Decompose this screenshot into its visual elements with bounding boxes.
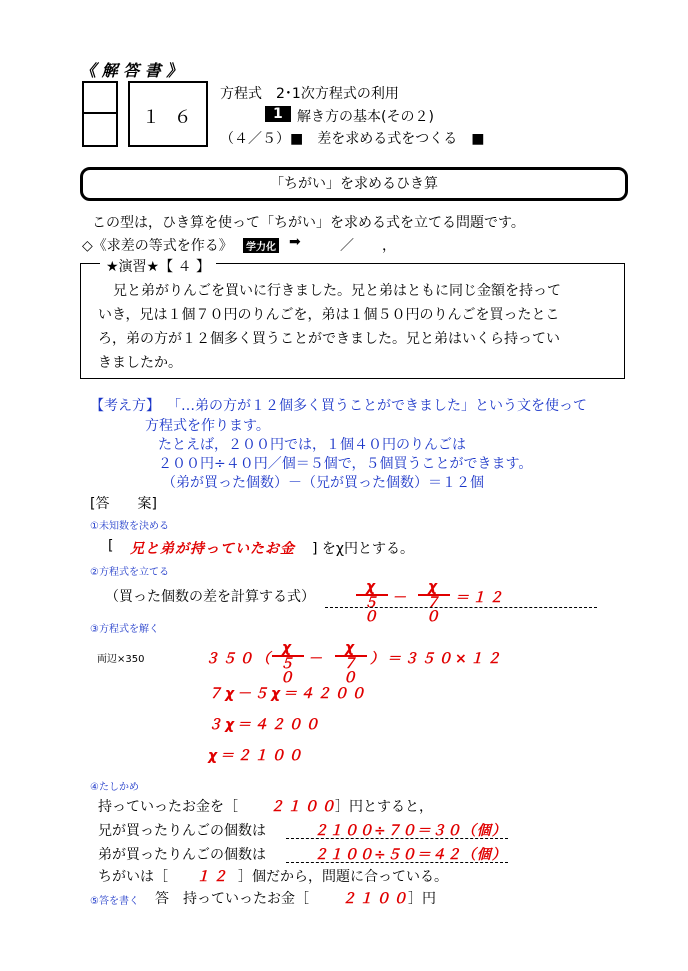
eq2-fraction-2: χ ７０ xyxy=(335,641,367,685)
check-4-post: ］個だから，問題に合っている。 xyxy=(238,869,448,885)
check-3-pre: 弟が買ったりんごの個数は xyxy=(98,847,266,863)
hint-line-5: （弟が買った個数）－（兄が買った個数）＝１２個 xyxy=(162,475,484,491)
check-1-val: ２１００ xyxy=(270,799,338,815)
hint-line-1: 「…弟の方が１２個多く買うことができました」という文を使って xyxy=(167,398,587,414)
exercise-line-3: ろ，弟の方が１２個多く買うことができました。兄と弟はいくら持ってい xyxy=(98,331,560,347)
eq1-minus: － xyxy=(392,590,409,606)
stamp-box xyxy=(82,81,118,147)
arrow-icon: ➡ xyxy=(289,234,301,250)
doc-tag: 《 解 答 書 》 xyxy=(80,61,183,80)
topic-title: 「ちがい」を求めるひき算 xyxy=(270,176,438,192)
header-badge: 1 xyxy=(265,106,291,122)
exercise-line-1: 兄と弟がりんごを買いに行きました。兄と弟はともに同じ金額を持って xyxy=(113,283,561,299)
check-4-val: １２ xyxy=(196,869,230,885)
eq3: ７χ－５χ＝４２００ xyxy=(208,686,369,702)
eq5: χ＝２１００ xyxy=(208,748,306,764)
step-2-text: （買った個数の差を計算する式） xyxy=(105,589,315,605)
seq-tail: ／ ， xyxy=(340,238,396,254)
hint-label: 【考え方】 xyxy=(90,398,160,414)
exercise-line-2: いき，兄は１個７０円のりんごを，弟は１個５０円のりんごを買ったとこ xyxy=(98,307,560,323)
fraction-x-50: χ ５０ xyxy=(356,580,388,624)
eq4: ３χ＝４２００ xyxy=(208,717,323,733)
step-3-note: 両辺×350 xyxy=(97,654,145,665)
lesson-number: １ ６ xyxy=(142,107,196,128)
eq1-rhs: ＝１２ xyxy=(455,590,506,606)
check-1-post: ］円とすると， xyxy=(335,799,433,815)
eq2-pre: ３５０（ xyxy=(205,651,273,667)
final-val: ２１００ xyxy=(342,891,410,907)
check-3-underline xyxy=(286,862,508,863)
check-3-val: ２１００÷５０＝４２（個） xyxy=(314,847,507,863)
step-1-label: ①未知数を決める xyxy=(90,521,169,532)
check-2-pre: 兄が買ったりんごの個数は xyxy=(98,823,266,839)
check-2-val: ２１００÷７０＝３０（個） xyxy=(314,823,507,839)
step-2-underline xyxy=(325,607,597,608)
step-2-label: ②方程式を立てる xyxy=(90,567,169,578)
step-4-label: ④たしかめ xyxy=(90,782,139,793)
step-1-answer: 兄と弟が持っていたお金 xyxy=(130,541,295,557)
hint-line-3: たとえば，２００円では，１個４０円のりんごは xyxy=(158,437,466,453)
header-line-2: 解き方の基本(その２) xyxy=(297,109,434,125)
step-1-open: [ xyxy=(108,538,114,554)
answer-label: [答 案] xyxy=(90,496,157,512)
exercise-line-4: きましたか。 xyxy=(98,355,182,371)
seq-label: ◇《求差の等式を作る》 xyxy=(82,238,233,254)
check-4-pre: ちがいは［ xyxy=(98,869,168,885)
step-5-label: ⑤答を書く xyxy=(90,896,139,907)
step-3-label: ③方程式を解く xyxy=(90,624,159,635)
check-2-underline xyxy=(286,838,508,839)
fraction-x-70: χ ７０ xyxy=(418,580,450,624)
eq2-fraction-1: χ ５０ xyxy=(272,641,304,685)
hint-line-2: 方程式を作ります。 xyxy=(145,418,270,434)
step-1-close: ] をχ円とする。 xyxy=(312,541,414,557)
hint-line-4: ２００円÷４０円／個＝５個で，５個買うことができます。 xyxy=(158,456,533,472)
eq2-minus: － xyxy=(308,651,325,667)
exercise-title: ★演習★【 ４ 】 xyxy=(100,256,216,276)
stamp-divider xyxy=(84,112,116,114)
intro-text: この型は，ひき算を使って「ちがい」を求める式を立てる問題です。 xyxy=(92,215,525,231)
eq2-post: ）＝３５０×１２ xyxy=(370,651,504,667)
header-line-3: （４／５）■ 差を求める式をつくる ■ xyxy=(220,131,485,147)
header-line-1: 方程式 2･1次方程式の利用 xyxy=(220,86,399,102)
seq-badge: 学力化 xyxy=(243,238,279,253)
final-pre: 答 持っていったお金［ xyxy=(155,891,309,907)
check-1-pre: 持っていったお金を［ xyxy=(98,799,238,815)
final-post: ］円 xyxy=(408,891,436,907)
